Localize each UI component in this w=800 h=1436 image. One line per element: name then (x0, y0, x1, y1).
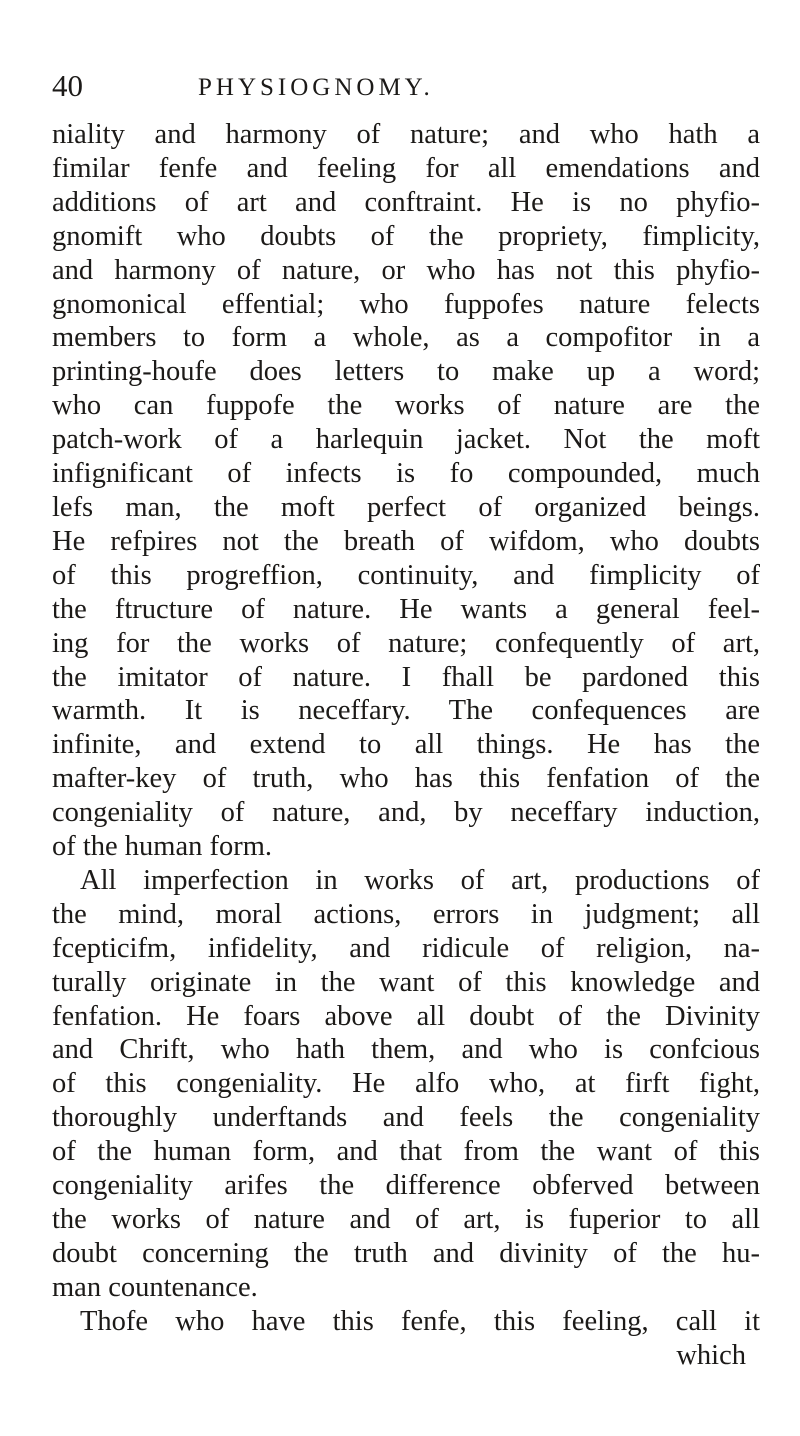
text-line: of the human form, and that from the want of this (52, 1136, 760, 1168)
body-text (52, 118, 760, 1373)
text-line: printing-houfe does letters to make up a word; (52, 356, 760, 388)
text-line: infinite, and extend to all things. He has the (52, 729, 760, 761)
text-line: fcepticifm, infidelity, and ridicule of religion, na- (52, 932, 760, 964)
text-line: niality and harmony of nature; and who hath a (52, 119, 760, 150)
text-line: members to form a whole, as a compofitor in a (52, 322, 760, 354)
text-line: fenfation. He foars above all doubt of the Divinity (52, 1000, 760, 1032)
text-line: congeniality of nature, and, by neceffary induction, (52, 797, 760, 829)
text-line: patch-work of a harlequin jacket. Not the moft (52, 424, 760, 456)
text-line: lefs man, the moft perfect of organized beings. (52, 491, 760, 523)
text-line: He refpires not the breath of wifdom, who doubts (52, 525, 760, 557)
running-head (52, 70, 760, 110)
text-line: the works of nature and of art, is fuperior to all (52, 1204, 760, 1235)
text-line: congeniality arifes the difference obferved between (52, 1170, 760, 1202)
text-line: the ftructure of nature. He wants a general feel- (52, 593, 760, 625)
text-line: infignificant of infects is fo compounded, much (52, 458, 760, 490)
text-line: doubt concerning the truth and divinity of the hu- (52, 1237, 760, 1269)
text-line: mafter-key of truth, who has this fenfation of the (52, 763, 760, 795)
text-line: of this congeniality. He alfo who, at firft fight, (52, 1068, 760, 1100)
paragraph-end-line: man countenance. (52, 1271, 258, 1303)
paragraph-start-line: All imperfection in works of art, productions of (80, 864, 760, 896)
text-line: and Chrift, who hath them, and who is confcious (52, 1034, 760, 1066)
text-line: turally originate in the want of this knowledge and (52, 966, 760, 998)
catchword: which (676, 1339, 746, 1371)
text-line: warmth. It is neceffary. The confequences are (52, 695, 760, 727)
text-line: gnomift who doubts of the propriety, fimplicity, (52, 220, 760, 252)
text-line: thoroughly underftands and feels the congeniality (52, 1102, 760, 1134)
paragraph-start-line: Thofe who have this fenfe, this feeling, call it (80, 1305, 760, 1337)
paragraph-end-line: of the human form. (52, 831, 273, 863)
page-number: 40 (52, 68, 83, 103)
text-line: ing for the works of nature; confequently of art, (52, 627, 760, 659)
text-line: of this progreffion, continuity, and fimplicity of (52, 559, 760, 591)
text-line: the imitator of nature. I fhall be pardoned this (52, 661, 760, 693)
text-line: additions of art and conftraint. He is no phyfio- (52, 186, 760, 218)
book-page (52, 70, 760, 1373)
text-line: who can fuppofe the works of nature are the (52, 390, 760, 422)
text-line: and harmony of nature, or who has not this phyfio- (52, 254, 760, 286)
text-line: gnomonical effential; who fuppofes nature felects (52, 288, 760, 320)
running-title: PHYSIOGNOMY. (198, 74, 434, 101)
text-line: the mind, moral actions, errors in judgment; all (52, 898, 760, 930)
text-line: fimilar fenfe and feeling for all emendations and (52, 152, 760, 184)
